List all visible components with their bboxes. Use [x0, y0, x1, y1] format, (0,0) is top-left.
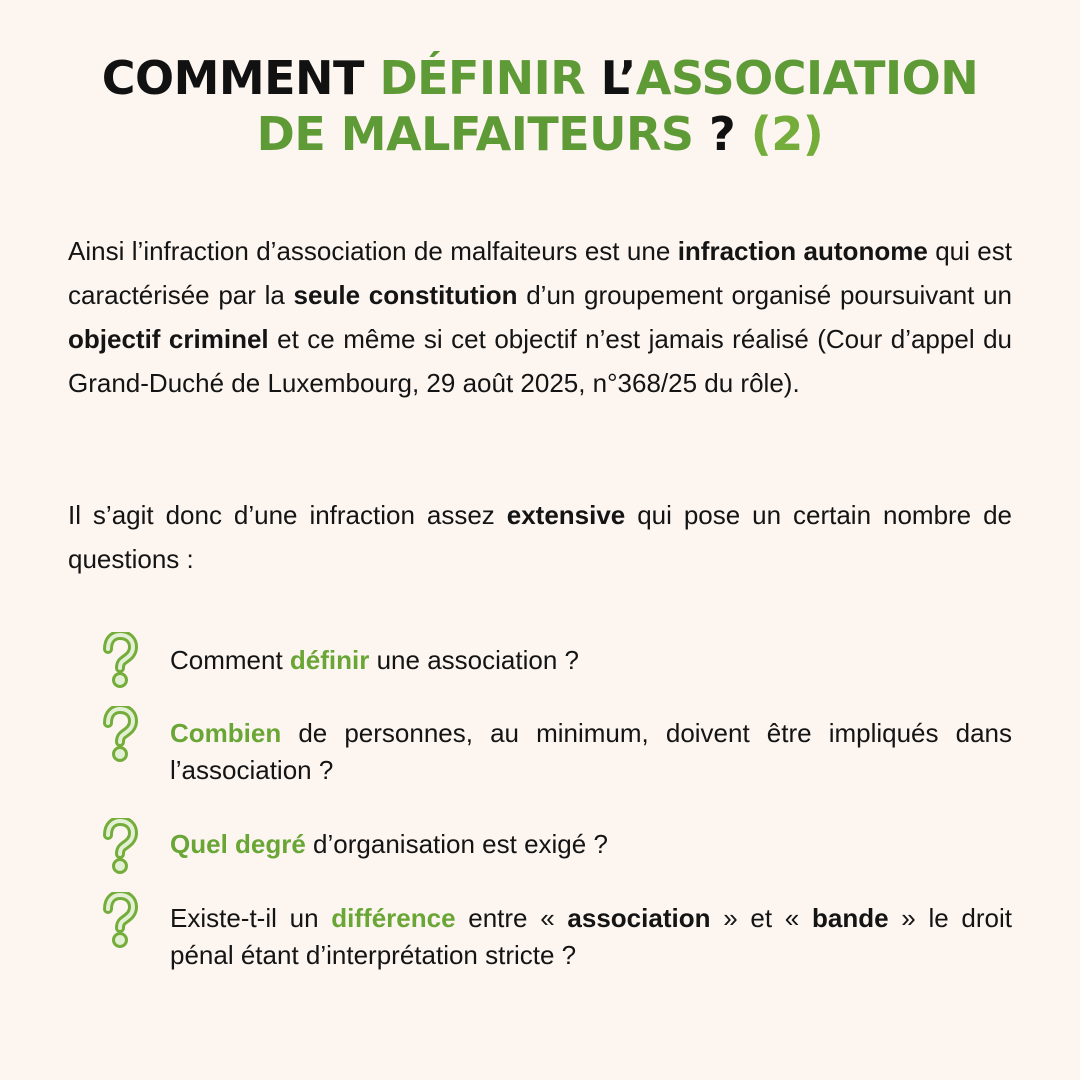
- emphasis: bande: [811, 903, 889, 933]
- question-mark-icon: [100, 632, 140, 688]
- question-mark-icon: [100, 706, 140, 762]
- question-text: Combien de personnes, au minimum, doivent être impliqués dans l’association ?: [170, 718, 1012, 785]
- emphasis: infraction autonome: [677, 236, 928, 266]
- emphasis: association: [567, 903, 711, 933]
- intro-paragraph: Ainsi l’infraction d’association de malfaiteurs est une infraction autonome qui est caractérisée par la seule constitution d’un groupement organisé poursuivant un objectif criminel et ce même si cet objectif n’est jamais réalisé (Cour d’appel du Grand-Duché de Luxembourg, 29 août 2025, n°368/25 du rôle).: [68, 236, 1013, 398]
- question-mark-icon: [100, 818, 140, 874]
- emphasis: objectif criminel: [68, 324, 269, 354]
- question-mark-icon: [100, 892, 140, 948]
- question-text: Comment définir une association ?: [170, 645, 579, 675]
- emphasis: extensive: [506, 500, 626, 530]
- second-paragraph: Il s’agit donc d’une infraction assez extensive qui pose un certain nombre de questions :: [68, 500, 1012, 574]
- page-title: COMMENT DÉFINIR L’ASSOCIATION DE MALFAITEURS ? (2): [101, 51, 979, 161]
- question-text: Existe-t-il un différence entre « association » et « bande » le droit pénal étant d’interprétation stricte ?: [170, 903, 1013, 970]
- emphasis: seule constitution: [293, 280, 518, 310]
- question-text: Quel degré d’organisation est exigé ?: [170, 829, 608, 859]
